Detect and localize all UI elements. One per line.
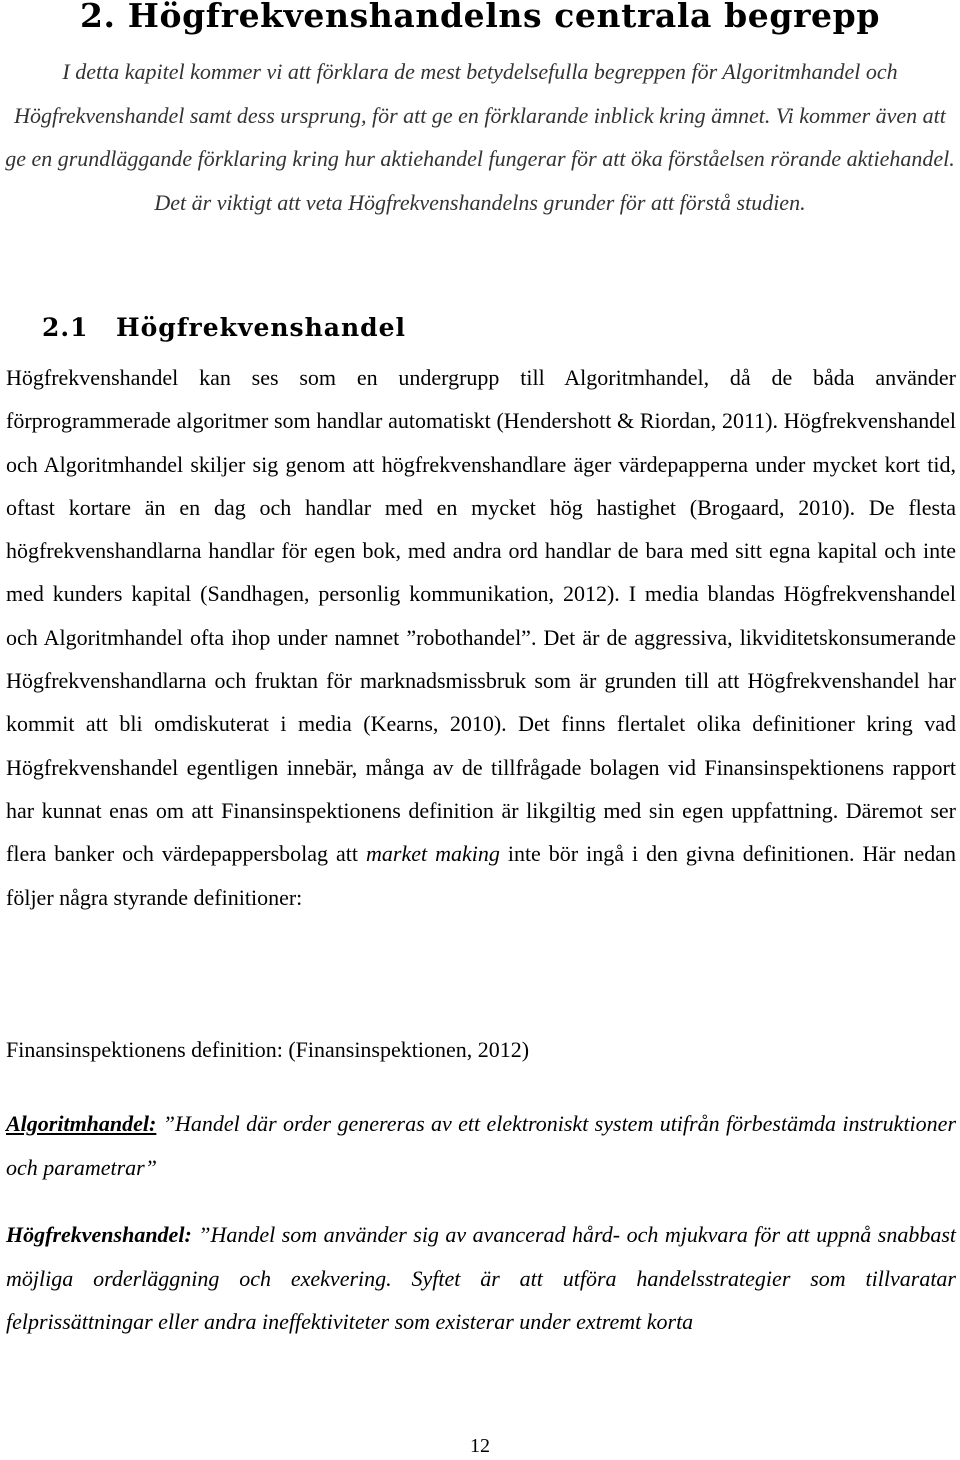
section-heading bbox=[0, 313, 960, 342]
section-title: Högfrekvenshandel bbox=[116, 313, 407, 342]
chapter-title: 2. Högfrekvenshandelns centrala begrepp bbox=[80, 0, 880, 35]
chapter-intro: I detta kapitel kommer vi att förklara de mest betydelsefulla begreppen för Algoritmhandel och Högfrekvenshandel samt dess ursprung, för att ge en förklarande inblick kring ämnet. Vi kommer även att ge en grundläggande förklaring kring hur aktiehandel fungerar för att öka förståelsen rörande aktiehandel. Det är viktigt att veta Högfrekvenshandelns grunder för att förstå studien. bbox=[5, 59, 955, 215]
definitions-heading: Finansinspektionens definition: (Finansinspektionen, 2012) bbox=[6, 1037, 530, 1062]
page-number: 12 bbox=[470, 1435, 490, 1457]
body-text-italic: market making bbox=[366, 841, 500, 867]
definition-algoritmhandel bbox=[6, 1102, 956, 1189]
definition-hogfrekvenshandel bbox=[6, 1213, 956, 1344]
body-text-part2: inte bör ingå i den givna definitionen. Här nedan följer några styrande definitioner: bbox=[6, 841, 956, 910]
definition-term-hogfrekvenshandel: Högfrekvenshandel: bbox=[6, 1222, 192, 1247]
definition-term-algoritmhandel: Algoritmhandel: bbox=[6, 1111, 157, 1136]
definition-text-algoritmhandel: ”Handel där order genereras av ett elektroniskt system utifrån förbestämda instruktioner och parametrar” bbox=[6, 1111, 956, 1180]
section-number: 2.1 bbox=[42, 313, 89, 342]
body-text-part1: Högfrekvenshandel kan ses som en undergrupp till Algoritmhandel, då de båda använder förprogrammerade algoritmer som handlar automatiskt (Hendershott & Riordan, 2011). Högfrekvenshandel och Algoritmhandel skiljer sig genom att högfrekvenshandlare äger värdepapperna under mycket kort tid, oftast kortare än en dag och handlar med en mycket hög hastighet (Brogaard, 2010). De flesta högfrekvenshandlarna handlar för egen bok, med andra ord handlar de bara med sitt egna kapital och inte med kunders kapital (Sandhagen, personlig kommunikation, 2012). I media blandas Högfrekvenshandel och Algoritmhandel ofta ihop under namnet ”robothandel”. Det är de aggressiva, likviditetskonsumerande Högfrekvenshandlarna och fruktan för marknadsmissbruk som är grunden till att Högfrekvenshandel har kommit att bli omdiskuterat i media (Kearns, 2010). Det finns flertalet olika definitioner kring vad Högfrekvenshandel egentligen innebär, många av de tillfrågade bolagen vid Finansinspektionens rapport har kunnat enas om att Finansinspektionens definition är likgiltig med sin egen uppfattning. Däremot ser flera banker och värdepappersbolag att bbox=[6, 365, 956, 867]
definition-text-hogfrekvenshandel: ”Handel som använder sig av avancerad hård- och mjukvara för att uppnå snabbast möjliga orderläggning och exekvering. Syftet är att utföra handelsstrategier som tillvaratar felprissättningar eller andra ineffektiviteter som existerar under extremt korta bbox=[6, 1222, 956, 1334]
section-body bbox=[6, 356, 956, 919]
